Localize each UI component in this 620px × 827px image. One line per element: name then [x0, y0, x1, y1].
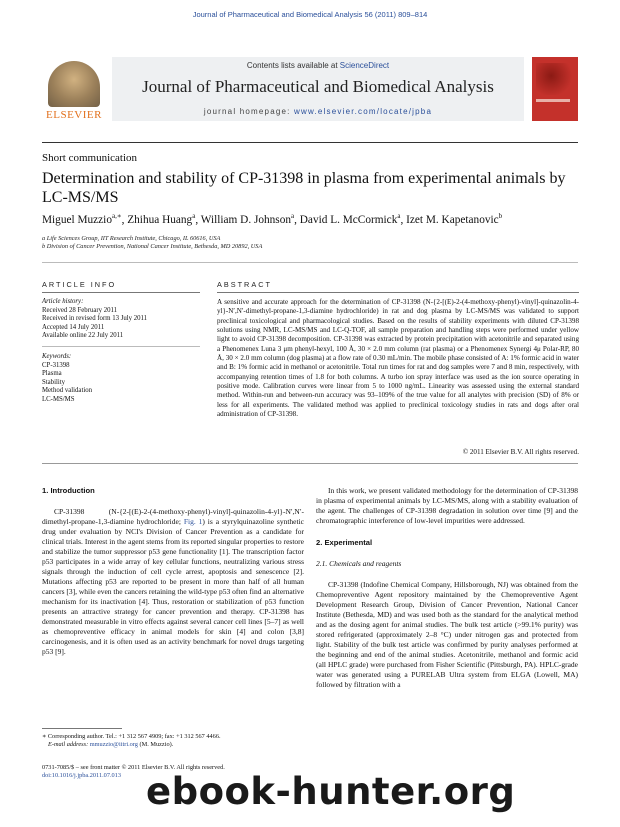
- copyright: © 2011 Elsevier B.V. All rights reserved.: [462, 448, 579, 456]
- article-type: Short communication: [42, 152, 138, 164]
- author-2: Zhihua Huang$^a$: [127, 212, 196, 226]
- abstract-heading: ABSTRACT: [217, 280, 272, 289]
- elsevier-logo: [42, 57, 106, 125]
- email-link[interactable]: mmuzzio@iitri.org: [89, 741, 138, 748]
- abstract-bottom-rule: [42, 463, 578, 464]
- keyword-item: CP-31398: [42, 361, 70, 369]
- author-3: William D. Johnson$^a$: [200, 212, 295, 226]
- fig1-link[interactable]: Fig. 1: [183, 517, 203, 526]
- affiliation-a: a Life Sciences Group, IIT Research Institute, Chicago, IL 60616, USA: [42, 235, 221, 242]
- watermark-text: ebook-hunter.org: [146, 770, 516, 813]
- homepage-link[interactable]: www.elsevier.com/locate/jpba: [294, 107, 433, 116]
- contents-line: [112, 61, 524, 70]
- keyword-item: LC-MS/MS: [42, 395, 75, 403]
- history-accepted: Accepted 14 July 2011: [42, 323, 105, 331]
- publisher-name: ELSEVIER: [46, 109, 102, 121]
- contents-prefix: Contents lists available at: [246, 61, 338, 70]
- cover-title-strip: [536, 99, 570, 102]
- affil-rule: [42, 262, 578, 263]
- article-title: Determination and stability of CP-31398 in plasma from experimental animals by LC-MS/MS: [42, 170, 566, 206]
- author-5: Izet M. Kapetanovic$^b$: [406, 212, 503, 226]
- journal-header-box: [112, 57, 524, 121]
- cover-image: [536, 63, 574, 95]
- corresponding-contact: ∗ Corresponding author. Tel.: +1 312 567 4909; fax: +1 312 567 4466.: [42, 733, 221, 740]
- history-received: Received 28 February 2011: [42, 306, 118, 314]
- elsevier-tree-icon: [48, 61, 100, 107]
- intro-paragraph-2: In this work, we present validated methodology for the determination of CP-31398 in plasma of experimental animals by LC-MS/MS, along with a stability evaluation of the agent. The challenges of CP-31398 degradation in solution over time [9] and the chromatographic interference of low-level impurities were addressed.: [316, 486, 578, 525]
- chemicals-paragraph: CP-31398 (Indofine Chemical Company, Hillsborough, NJ) was obtained from the Chemopreventive Agent repository maintained by the Chemopreventive Agent Development Research Group, Division of Cancer Prevention, National Cancer Institute (Bethesda, MD) and was used both as the standard for the analytical method and as the dosing agent for animal studies. The bulk test article (>99.1% purity) was stored refrigerated (approximately 2–8 °C) under nitrogen gas and protected from light. Stability of the bulk test article was confirmed by purity analyses performed at the beginning and end of the animal studies. Acetonitrile, methanol and formic acid (all HPLC grade) were purchased from Fisher Scientific (Pittsburgh, PA). HPLC-grade water was generated using a PURELAB Ultra system from ELGA (Lowell, MA) followed by filtration with a: [316, 580, 578, 689]
- left-column: [42, 486, 304, 657]
- journal-citation[interactable]: Journal of Pharmaceutical and Biomedical Analysis 56 (2011) 809–814: [192, 10, 428, 19]
- author-4: David L. McCormick$^a$: [299, 212, 401, 226]
- history-label: Article history:: [42, 298, 84, 305]
- homepage-prefix: journal homepage:: [203, 107, 291, 116]
- header-rule: [42, 142, 578, 143]
- email-line: E-mail address: mmuzzio@iitri.org (M. Muzzio).: [48, 741, 174, 748]
- article-info-heading: ARTICLE INFO: [42, 280, 117, 289]
- journal-title: Journal of Pharmaceutical and Biomedical Analysis: [142, 77, 494, 96]
- subsection-chemicals-heading: 2.1. Chemicals and reagents: [316, 559, 402, 568]
- abstract-rule: [217, 292, 579, 293]
- keyword-item: Stability: [42, 378, 66, 386]
- journal-homepage: [112, 107, 524, 116]
- section-experimental-heading: 2. Experimental: [316, 538, 373, 547]
- affiliation-b: b Division of Cancer Prevention, National Cancer Institute, Bethesda, MD 20892, USA: [42, 243, 263, 250]
- journal-banner: [42, 57, 578, 123]
- history-revised: Received in revised form 13 July 2011: [42, 315, 148, 323]
- history-online: Available online 22 July 2011: [42, 332, 124, 340]
- keywords-label: Keywords:: [42, 353, 72, 360]
- keyword-item: Method validation: [42, 387, 93, 395]
- info-rule: [42, 292, 200, 293]
- corresponding-author-footnote: [42, 733, 304, 749]
- abstract-text: A sensitive and accurate approach for the determination of CP-31398 (N-{2-[(E)-2-(4-methoxy-phenyl)-vinyl]-quinazolin-4-yl}-N′,N′-dimethyl-propane-1,3-diamine hydrochloride) in rat and dog plasma by LC-MS/MS was validated to support preclinical toxicological and pharmacological studies. Based on the results of stability experiments with diluted CP-31398 solutions using NMR, LC-MS/MS and LC-Q-TOF, all sample preparation and handling steps were performed under yellow light to avoid CP-31398 decomposition. CP-31398 was extracted by protein precipitation with acetonitrile and separated using a Phenomenex Luna 3 μm phenyl-hexyl, 100 Å, 30 × 2.0 mm column (rat plasma) or a Phenomenex Synergi 4μ Polar-RP, 80 Å, 30 × 2.0 mm column (dog plasma) at a flow rate of 0.30 mL/min. The mobile phase consisted of A: 1% formic acid in water and B: 1% formic acid in methanol or acetonitrile. Total run times for rat and dog samples were 7 and 8 min, respectively, with accompanying retention times of 1.8 for both columns. A turbo ion spray interface was used as the ion source operating in positive mode. Calibration curves were linear from 5 to 1000 ng/mL. Linearity was assessed using the external standard method. Within-run and between-run accuracy was 93–109% of the true value for all analytes with precision (SD) of 8% or less for all experiments. The validated method was applied to preclinical toxicology studies in rats and dogs after oral administration of CP-31398.: [217, 298, 579, 419]
- footnote-rule: [42, 728, 122, 729]
- keywords: [42, 353, 200, 405]
- journal-cover-thumbnail: [532, 57, 578, 121]
- section-introduction-heading: 1. Introduction: [42, 486, 95, 495]
- article-history: [42, 298, 200, 341]
- author-1: Miguel Muzzio$^{a,∗}$: [42, 212, 122, 226]
- sciencedirect-link[interactable]: ScienceDirect: [339, 61, 390, 70]
- history-rule: [42, 346, 200, 347]
- intro-paragraph: CP-31398 (N-{2-[(E)-2-(4-methoxy-phenyl)-vinyl]-quinazolin-4-yl}-N′,N′-dimethyl-propane-1,3-diamine hydrochloride; Fig. 1) is a styrylquinazoline synthetic drug under evaluation by NCI's Division of Cancer Prevention as a candidate for clinical trials. Interest in the agent stems from its reported singular properties to restore and stabilize the tumor suppressor p53 gene functionality [1]. The transcription factor p53 participates in a wide array of key cellular functions, neutralizing various stress signals through the induction of cell cycle arrest, apoptosis and senescence [2]. Mutations affecting p53 are reported to be present in more than half of all human cancers [3], while even the cancers retaining the wild-type p53 often find an alternative mechanism for its inactivation [4]. Thus, restoration or stabilization of p53 function presents an attractive strategy for cancer prevention and therapy. CP-31398 has demonstrated measurable in vitro effects against several cancer cell lines [5–7] as well as chemopreventive efficacy in animal models for skin [4] and colon [3,8] carcinogenesis, and it is often used as an activity benchmark for novel drugs targeting p53 [9].: [42, 507, 305, 656]
- author-list: Miguel Muzzio$^{a,∗}$, Zhihua Huang$^a$, William D. Johnson$^a$, David L. McCormick$^a$, Izet M. Kapetanovic$^b$: [42, 212, 503, 226]
- issn-line: 0731-7085/$ – see front matter © 2011 Elsevier B.V. All rights reserved.: [42, 764, 225, 771]
- keyword-item: Plasma: [42, 370, 62, 378]
- doi-link[interactable]: doi:10.1016/j.jpba.2011.07.013: [42, 772, 121, 779]
- right-column: [316, 486, 578, 690]
